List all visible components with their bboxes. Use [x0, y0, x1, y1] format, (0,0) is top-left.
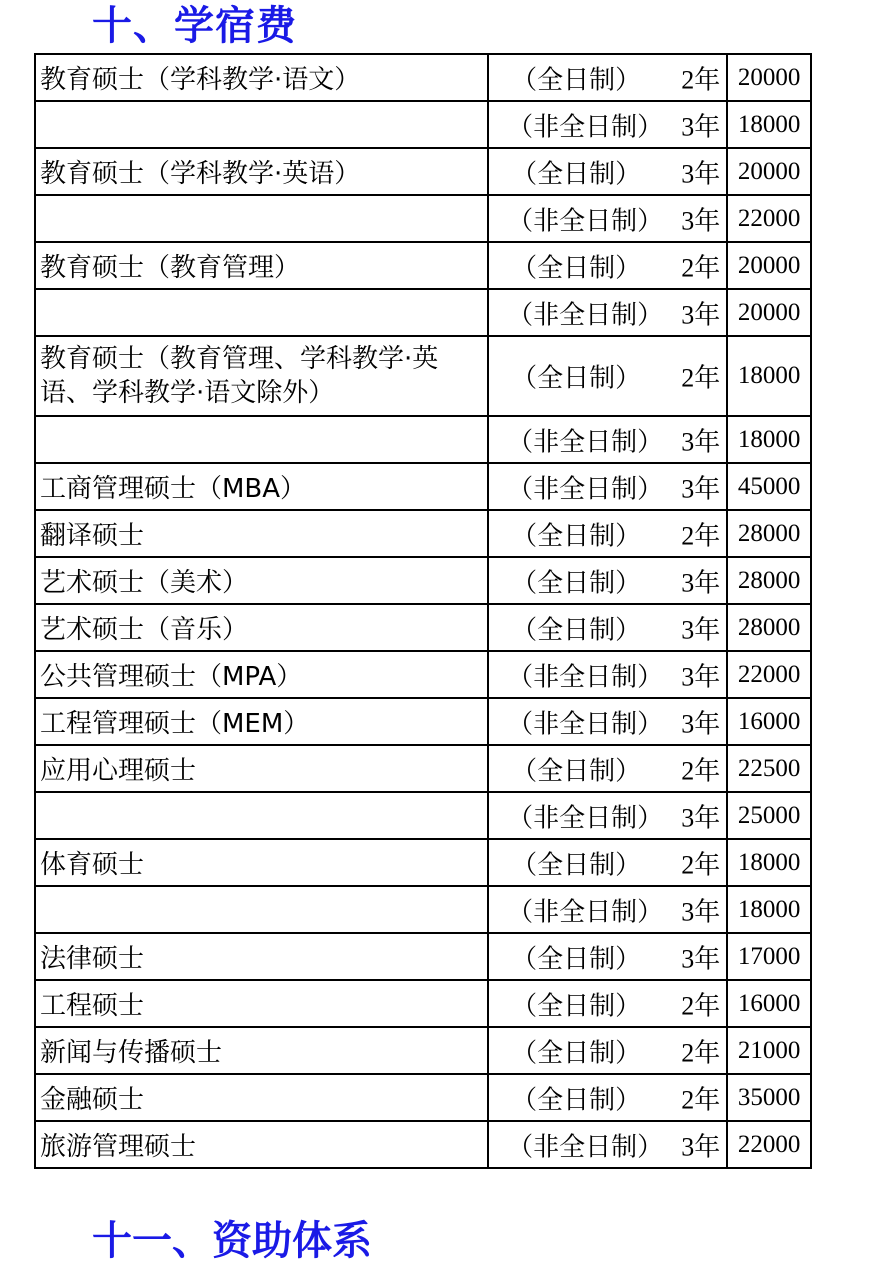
- program-name-cell: [35, 886, 488, 933]
- study-mode-label: （全日制）: [511, 521, 642, 551]
- study-mode-cell: [488, 980, 727, 1027]
- program-duration-label: 2年: [681, 1085, 721, 1114]
- table-row: [35, 195, 811, 242]
- study-mode-label: （全日制）: [511, 568, 642, 598]
- table-row: [35, 289, 811, 336]
- table-row: [35, 1074, 811, 1121]
- program-name-cell: 新闻与传播硕士: [35, 1027, 488, 1074]
- study-mode-label: （全日制）: [511, 1085, 642, 1115]
- program-duration-label: 3年: [681, 568, 721, 597]
- program-name-cell: 艺术硕士（音乐）: [35, 604, 488, 651]
- tuition-fee-cell: 22000: [727, 195, 811, 242]
- tuition-fee-cell: 28000: [727, 510, 811, 557]
- study-mode-label: （全日制）: [511, 1038, 642, 1068]
- study-mode-cell: [488, 463, 727, 510]
- study-mode-label: （全日制）: [511, 944, 642, 974]
- program-duration-label: 2年: [681, 1038, 721, 1067]
- tuition-fee-cell: 35000: [727, 1074, 811, 1121]
- study-mode-cell: [488, 54, 727, 101]
- table-row: [35, 792, 811, 839]
- tuition-fee-cell: 18000: [727, 336, 811, 416]
- tuition-fee-cell: 18000: [727, 839, 811, 886]
- study-mode-cell: [488, 745, 727, 792]
- tuition-fee-cell: 20000: [727, 242, 811, 289]
- table-row: [35, 604, 811, 651]
- table-row: [35, 1027, 811, 1074]
- table-row: [35, 557, 811, 604]
- tuition-fee-cell: 20000: [727, 148, 811, 195]
- tuition-fee-cell: 18000: [727, 101, 811, 148]
- program-name-cell: 工程硕士: [35, 980, 488, 1027]
- study-mode-cell: [488, 557, 727, 604]
- program-name-cell: 应用心理硕士: [35, 745, 488, 792]
- table-row: [35, 980, 811, 1027]
- program-duration-label: 3年: [681, 112, 721, 141]
- tuition-fee-cell: 17000: [727, 933, 811, 980]
- study-mode-cell: [488, 839, 727, 886]
- program-duration-label: 3年: [681, 709, 721, 738]
- table-row: [35, 698, 811, 745]
- tuition-fee-cell: 18000: [727, 416, 811, 463]
- program-name-cell: 翻译硕士: [35, 510, 488, 557]
- study-mode-label: （全日制）: [511, 850, 642, 880]
- program-duration-label: 2年: [681, 65, 721, 94]
- study-mode-label: （全日制）: [511, 253, 642, 283]
- study-mode-cell: [488, 1074, 727, 1121]
- study-mode-label: （全日制）: [511, 363, 642, 394]
- tuition-fee-cell: 21000: [727, 1027, 811, 1074]
- program-name-cell: 教育硕士（学科教学·英语）: [35, 148, 488, 195]
- study-mode-label: （非全日制）: [507, 300, 664, 330]
- program-name-cell: 艺术硕士（美术）: [35, 557, 488, 604]
- program-name-cell: 教育硕士（教育管理、学科教学·英语、学科教学·语文除外）: [35, 336, 488, 416]
- study-mode-cell: [488, 1027, 727, 1074]
- study-mode-cell: [488, 148, 727, 195]
- tuition-fee-table-body: [35, 54, 811, 1168]
- study-mode-label: （全日制）: [511, 159, 642, 189]
- table-row: [35, 242, 811, 289]
- program-name-cell: [35, 792, 488, 839]
- table-row: [35, 745, 811, 792]
- program-duration-label: 3年: [681, 1132, 721, 1161]
- program-name-cell: [35, 289, 488, 336]
- program-name-cell: 金融硕士: [35, 1074, 488, 1121]
- study-mode-cell: [488, 336, 727, 416]
- tuition-fee-cell: 16000: [727, 698, 811, 745]
- program-name-cell: 工商管理硕士（MBA）: [35, 463, 488, 510]
- section-title: 十、学宿费: [92, 3, 297, 49]
- study-mode-cell: [488, 651, 727, 698]
- study-mode-label: （非全日制）: [507, 1132, 664, 1162]
- table-row: [35, 933, 811, 980]
- study-mode-label: （非全日制）: [507, 803, 664, 833]
- program-duration-label: 3年: [681, 206, 721, 235]
- tuition-fee-cell: 28000: [727, 557, 811, 604]
- program-duration-label: 3年: [681, 159, 721, 188]
- study-mode-label: （全日制）: [511, 991, 642, 1021]
- table-row: [35, 1121, 811, 1168]
- tuition-fee-cell: 22000: [727, 651, 811, 698]
- program-name-cell: [35, 416, 488, 463]
- program-name-cell: [35, 195, 488, 242]
- tuition-fee-cell: 22500: [727, 745, 811, 792]
- program-name-cell: 公共管理硕士（MPA）: [35, 651, 488, 698]
- tuition-fee-cell: 18000: [727, 886, 811, 933]
- study-mode-label: （全日制）: [511, 65, 642, 95]
- table-row: [35, 886, 811, 933]
- program-name-cell: 体育硕士: [35, 839, 488, 886]
- program-duration-label: 2年: [681, 363, 721, 393]
- program-duration-label: 3年: [681, 474, 721, 503]
- program-duration-label: 3年: [681, 615, 721, 644]
- program-name-cell: 法律硕士: [35, 933, 488, 980]
- study-mode-label: （全日制）: [511, 615, 642, 645]
- study-mode-cell: [488, 510, 727, 557]
- program-duration-label: 3年: [681, 300, 721, 329]
- study-mode-cell: [488, 604, 727, 651]
- study-mode-cell: [488, 1121, 727, 1168]
- table-row: [35, 336, 811, 416]
- table-row: [35, 101, 811, 148]
- table-row: [35, 839, 811, 886]
- study-mode-label: （非全日制）: [507, 112, 664, 142]
- study-mode-cell: [488, 933, 727, 980]
- table-row: [35, 510, 811, 557]
- program-name-cell: 教育硕士（学科教学·语文）: [35, 54, 488, 101]
- study-mode-cell: [488, 416, 727, 463]
- study-mode-cell: [488, 242, 727, 289]
- tuition-fee-table: [34, 53, 812, 1169]
- program-duration-label: 2年: [681, 756, 721, 785]
- study-mode-cell: [488, 792, 727, 839]
- study-mode-cell: [488, 195, 727, 242]
- tuition-fee-cell: 20000: [727, 54, 811, 101]
- tuition-fee-cell: 28000: [727, 604, 811, 651]
- program-duration-label: 2年: [681, 521, 721, 550]
- program-name-cell: 旅游管理硕士: [35, 1121, 488, 1168]
- table-row: [35, 54, 811, 101]
- program-duration-label: 3年: [681, 897, 721, 926]
- program-duration-label: 2年: [681, 991, 721, 1020]
- study-mode-label: （非全日制）: [507, 709, 664, 739]
- table-row: [35, 148, 811, 195]
- tuition-fee-cell: 20000: [727, 289, 811, 336]
- study-mode-cell: [488, 289, 727, 336]
- next-section-title: 十一、资助体系: [92, 1218, 372, 1264]
- study-mode-label: （非全日制）: [507, 427, 664, 457]
- table-row: [35, 463, 811, 510]
- program-duration-label: 2年: [681, 850, 721, 879]
- study-mode-cell: [488, 101, 727, 148]
- table-row: [35, 651, 811, 698]
- program-name-cell: [35, 101, 488, 148]
- program-duration-label: 3年: [681, 803, 721, 832]
- program-name-cell: 工程管理硕士（MEM）: [35, 698, 488, 745]
- study-mode-label: （全日制）: [511, 756, 642, 786]
- program-duration-label: 3年: [681, 944, 721, 973]
- program-duration-label: 3年: [681, 427, 721, 456]
- tuition-fee-cell: 25000: [727, 792, 811, 839]
- study-mode-cell: [488, 698, 727, 745]
- program-duration-label: 3年: [681, 662, 721, 691]
- study-mode-label: （非全日制）: [507, 662, 664, 692]
- tuition-fee-cell: 16000: [727, 980, 811, 1027]
- study-mode-cell: [488, 886, 727, 933]
- study-mode-label: （非全日制）: [507, 206, 664, 236]
- program-duration-label: 2年: [681, 253, 721, 282]
- tuition-fee-cell: 22000: [727, 1121, 811, 1168]
- table-row: [35, 416, 811, 463]
- study-mode-label: （非全日制）: [507, 897, 664, 927]
- tuition-fee-cell: 45000: [727, 463, 811, 510]
- study-mode-label: （非全日制）: [507, 474, 664, 504]
- program-name-cell: 教育硕士（教育管理）: [35, 242, 488, 289]
